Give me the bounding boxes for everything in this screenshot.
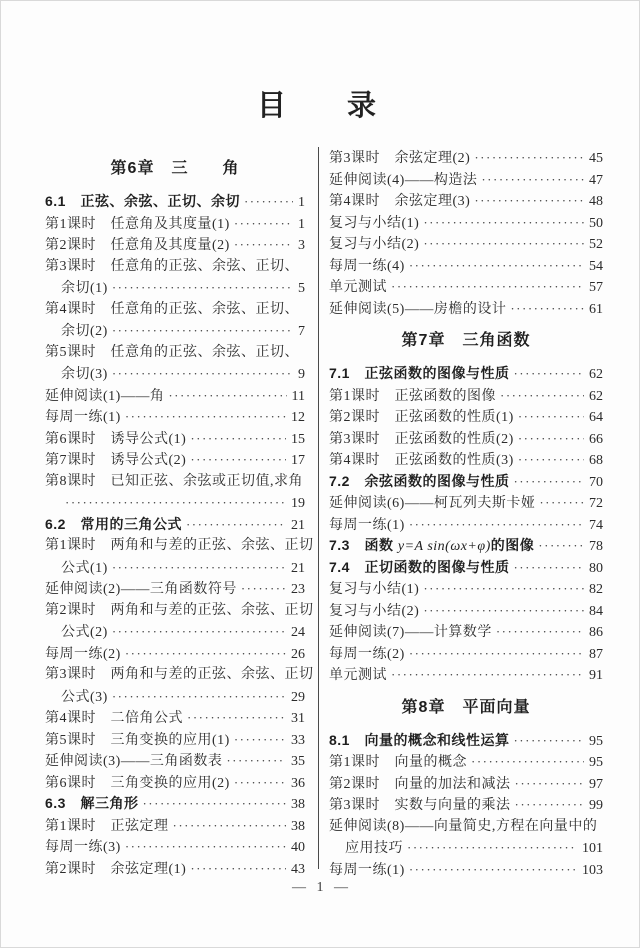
entry-text: 第2课时 余弦定理(1) [45, 861, 187, 877]
math-expression: y=A sin(ωx+φ) [397, 539, 491, 554]
page-number: 68 [589, 453, 603, 468]
page-number: 57 [589, 280, 603, 295]
toc-entry [45, 578, 305, 600]
toc-entry [329, 859, 603, 881]
toc-entry [329, 276, 603, 298]
entry-continuation-text: 余切(2) [61, 324, 108, 339]
dot-leader [496, 621, 584, 643]
entry-text: 每周一练(3) [45, 840, 121, 855]
entry-text: 第3课时 余弦定理(2) [329, 151, 471, 166]
entry-text: 第8课时 已知正弦、余弦或正切值,求角 [45, 473, 303, 489]
page-number: 82 [589, 582, 603, 597]
entry-text: 延伸阅读(2)——三角函数符号 [45, 582, 237, 597]
dot-leader [538, 535, 584, 557]
toc-entry [329, 557, 603, 579]
toc-entry [45, 256, 305, 278]
page-number: 97 [589, 776, 603, 792]
dot-leader [518, 449, 584, 471]
toc-entry [329, 578, 603, 600]
page-number: 91 [589, 668, 603, 683]
chapter-heading: 第6章 三 角 [110, 160, 240, 177]
page-number: 43 [291, 861, 305, 877]
page-title: 目 录 [256, 90, 377, 122]
toc-entry [45, 449, 305, 471]
toc-entry-continuation [45, 686, 305, 708]
toc-column-right [329, 147, 603, 880]
page-number: 54 [589, 258, 603, 274]
entry-text: 第1课时 两角和与差的正弦、余弦、正切 [45, 538, 314, 553]
dot-leader [112, 621, 286, 643]
page-number: 61 [589, 301, 603, 317]
page-number: 26 [291, 646, 305, 662]
entry-continuation-text: 公式(1) [61, 560, 108, 576]
entry-text: 第1课时 正弦函数的图像 [329, 388, 496, 404]
dot-leader [515, 773, 585, 795]
dot-leader [513, 471, 584, 493]
toc-entry [329, 406, 603, 428]
entry-text: 第3课时 实数与向量的乘法 [329, 798, 511, 813]
entry-text: 延伸阅读(3)——三角函数表 [45, 754, 223, 769]
toc-columns [45, 147, 603, 880]
entry-text: 复习与小结(1) [329, 215, 420, 231]
chapter-heading: 第7章 三角函数 [401, 332, 531, 349]
toc-entry [329, 298, 603, 320]
toc-entry [45, 514, 305, 536]
toc-entry [329, 816, 603, 838]
entry-text: 每周一练(1) [329, 517, 405, 533]
dot-leader [513, 363, 584, 385]
entry-text: 8.1 向量的概念和线性运算 [329, 731, 510, 748]
column-divider [318, 147, 319, 869]
entry-continuation-text: 余切(3) [61, 367, 108, 382]
page-number: 48 [589, 194, 603, 209]
entry-text: 7.1 正弦函数的图像与性质 [329, 365, 510, 381]
page-number: 9 [298, 367, 305, 382]
page-number: 52 [589, 237, 603, 252]
toc-entry [45, 342, 305, 364]
entry-text: 6.1 正弦、余弦、正切、余切 [45, 193, 240, 209]
entry-text: 7.3 函数 y=A sin(ωx+φ)的图像 [329, 537, 535, 554]
page-number: 19 [291, 496, 305, 511]
page-number: 31 [291, 711, 305, 726]
toc-entry [329, 643, 603, 665]
page-number: 87 [589, 646, 603, 662]
page-number: 50 [589, 215, 603, 231]
dot-leader [190, 428, 286, 450]
entry-text: 延伸阅读(8)——向量简史,方程在向量中的 [329, 818, 598, 834]
page-number: 62 [589, 388, 603, 404]
entry-text: 延伸阅读(4)——构造法 [329, 172, 478, 188]
dot-leader [409, 514, 584, 536]
toc-entry [329, 363, 603, 385]
dot-leader [234, 772, 286, 794]
page-number: 11 [291, 388, 305, 404]
toc-entry [45, 772, 305, 794]
toc-entry [329, 773, 603, 795]
entry-text: 第4课时 余弦定理(3) [329, 194, 471, 209]
toc-entry [329, 428, 603, 450]
toc-entry [45, 385, 305, 407]
toc-entry [45, 815, 305, 837]
page-number: 45 [589, 151, 603, 166]
toc-entry [329, 169, 603, 191]
dot-leader [112, 320, 293, 342]
page-number: 21 [291, 560, 305, 576]
toc-entry [329, 492, 603, 514]
dot-leader [474, 190, 584, 212]
entry-continuation-text: 余切(1) [61, 281, 108, 296]
entry-continuation-text: 应用技巧 [345, 841, 403, 856]
dot-leader [391, 664, 584, 686]
page-number: 66 [589, 431, 603, 447]
toc-entry [45, 299, 305, 321]
dot-leader [244, 191, 293, 213]
toc-entry [329, 255, 603, 277]
page-number: 72 [589, 496, 603, 511]
dot-leader [112, 363, 293, 385]
dot-leader [65, 492, 286, 514]
dot-leader [125, 643, 286, 665]
entry-text: 第2课时 两角和与差的正弦、余弦、正切 [45, 602, 314, 618]
page-number: 17 [291, 453, 305, 468]
page-number: 38 [291, 818, 305, 834]
entry-text: 延伸阅读(6)——柯瓦列夫斯卡娅 [329, 496, 536, 511]
dot-leader [241, 578, 286, 600]
chapter-heading: 第8章 平面向量 [401, 698, 531, 716]
toc-entry [329, 233, 603, 255]
dot-leader [515, 794, 585, 816]
dot-leader [409, 643, 584, 665]
entry-text: 7.2 余弦函数的图像与性质 [329, 472, 510, 489]
page-number: 62 [589, 367, 603, 382]
dot-leader [409, 255, 584, 277]
dot-leader [471, 751, 584, 773]
page-number: 99 [589, 798, 603, 813]
entry-text: 每周一练(2) [329, 646, 405, 662]
page-number: 36 [291, 775, 305, 791]
page-number: 35 [291, 754, 305, 769]
entry-text: 第5课时 三角变换的应用(1) [45, 732, 230, 748]
toc-entry [45, 234, 305, 256]
entry-text: 复习与小结(2) [329, 603, 420, 619]
page-number: 86 [589, 625, 603, 640]
page-number: 101 [582, 841, 603, 856]
toc-entry [45, 213, 305, 235]
toc-entry [45, 191, 305, 213]
page-number: 80 [589, 560, 603, 576]
toc-entry [329, 385, 603, 407]
entry-text: 每周一练(1) [329, 862, 405, 878]
entry-text: 第1课时 向量的概念 [329, 755, 467, 770]
toc-entry [45, 406, 305, 428]
dot-leader [500, 385, 584, 407]
dot-leader [409, 859, 577, 881]
dot-leader [173, 815, 287, 837]
page-number: 103 [582, 862, 603, 878]
toc-entry-continuation [45, 492, 305, 514]
toc-entry [45, 858, 305, 880]
entry-text: 第1课时 任意角及其度量(1) [45, 216, 230, 232]
page-number: 1 [298, 216, 305, 232]
dot-leader [474, 147, 584, 169]
page-number: 70 [589, 474, 603, 490]
dot-leader [423, 600, 584, 622]
dot-leader [518, 406, 584, 428]
page-number: 84 [589, 603, 603, 619]
dot-leader [423, 578, 584, 600]
page-number: 64 [589, 410, 603, 425]
dot-leader [539, 492, 584, 514]
entry-text: 延伸阅读(7)——计算数学 [329, 625, 492, 640]
entry-text: 复习与小结(2) [329, 237, 420, 252]
toc-entry-continuation [329, 837, 603, 859]
toc-entry-continuation [45, 320, 305, 342]
toc-entry [329, 600, 603, 622]
dot-leader [234, 729, 286, 751]
entry-text: 第3课时 任意角的正弦、余弦、正切、 [45, 258, 299, 274]
toc-entry [329, 147, 603, 169]
dot-leader [481, 169, 584, 191]
dot-leader [190, 449, 286, 471]
toc-entry [45, 535, 314, 557]
page-number: 24 [291, 625, 305, 640]
page-number: 23 [291, 582, 305, 597]
toc-entry [45, 471, 305, 493]
entry-text: 7.4 正切函数的图像与性质 [329, 558, 510, 575]
dot-leader [234, 213, 293, 235]
entry-text: 第2课时 向量的加法和减法 [329, 776, 511, 792]
entry-text: 6.3 解三角形 [45, 795, 139, 811]
page-number: 74 [589, 517, 603, 533]
entry-text: 第2课时 任意角及其度量(2) [45, 238, 230, 253]
dot-leader [112, 557, 286, 579]
dot-leader [513, 557, 584, 579]
entry-text: 第3课时 两角和与差的正弦、余弦、正切 [45, 667, 314, 682]
toc-column-left [45, 147, 314, 880]
dot-leader [510, 298, 584, 320]
entry-text: 每周一练(4) [329, 258, 405, 274]
entry-text: 每周一练(1) [45, 410, 121, 425]
page-number-footer: — 1 — [292, 880, 348, 895]
toc-entry [329, 471, 603, 493]
entry-text: 第7课时 诱导公式(2) [45, 453, 187, 468]
entry-text: 复习与小结(1) [329, 582, 420, 597]
toc-entry [45, 707, 305, 729]
dot-leader [423, 233, 584, 255]
toc-entry [329, 621, 603, 643]
toc-entry [45, 428, 305, 450]
page-number: 21 [291, 517, 305, 533]
toc-entry [45, 729, 305, 751]
entry-text: 第4课时 正弦函数的性质(3) [329, 453, 514, 468]
entry-text: 每周一练(2) [45, 646, 121, 662]
entry-text: 延伸阅读(1)——角 [45, 388, 165, 404]
toc-entry [45, 836, 305, 858]
toc-entry [329, 190, 603, 212]
page-number: 38 [291, 797, 305, 812]
dot-leader [142, 793, 286, 815]
entry-continuation-text: 公式(2) [61, 625, 108, 640]
entry-text: 第6课时 三角变换的应用(2) [45, 775, 230, 791]
dot-leader [190, 858, 286, 880]
dot-leader [168, 385, 286, 407]
entry-text: 第5课时 任意角的正弦、余弦、正切、 [45, 344, 299, 360]
toc-entry-continuation [45, 277, 305, 299]
page-number: 7 [298, 324, 305, 339]
toc-entry [329, 751, 603, 773]
toc-entry [45, 750, 305, 772]
page-number: 40 [291, 840, 305, 855]
page-number: 29 [291, 689, 305, 705]
dot-leader [518, 428, 584, 450]
page-number: 33 [291, 732, 305, 748]
dot-leader [125, 406, 286, 428]
entry-text: 第4课时 二倍角公式 [45, 711, 183, 726]
dot-leader [186, 514, 286, 536]
page-number: 3 [298, 238, 305, 253]
dot-leader [513, 730, 584, 752]
entry-text: 第1课时 正弦定理 [45, 818, 169, 834]
toc-entry [45, 643, 305, 665]
dot-leader [423, 212, 584, 234]
entry-text: 第3课时 正弦函数的性质(2) [329, 431, 514, 447]
toc-entry [329, 514, 603, 536]
toc-entry-continuation [45, 557, 305, 579]
page-number: 15 [291, 431, 305, 447]
toc-entry [329, 449, 603, 471]
toc-entry [45, 600, 314, 622]
entry-text: 第4课时 任意角的正弦、余弦、正切、 [45, 301, 299, 317]
entry-text: 延伸阅读(5)——房檐的设计 [329, 301, 507, 317]
dot-leader [234, 234, 293, 256]
dot-leader [226, 750, 286, 772]
dot-leader [112, 277, 293, 299]
toc-entry [329, 212, 603, 234]
toc-entry [45, 664, 314, 686]
toc-entry [45, 793, 305, 815]
dot-leader [125, 836, 286, 858]
page-number: 1 [298, 195, 305, 210]
page-number: 5 [298, 281, 305, 296]
dot-leader [187, 707, 286, 729]
page-number: 47 [589, 172, 603, 188]
entry-text: 第6课时 诱导公式(1) [45, 431, 187, 447]
dot-leader [407, 837, 577, 859]
page-number: 12 [291, 410, 305, 425]
page-number: 78 [589, 539, 603, 554]
toc-entry-continuation [45, 363, 305, 385]
entry-text: 单元测试 [329, 668, 387, 683]
entry-text: 6.2 常用的三角公式 [45, 515, 182, 532]
entry-text: 第2课时 正弦函数的性质(1) [329, 410, 514, 425]
page-number: 95 [589, 733, 603, 749]
entry-text: 单元测试 [329, 280, 387, 295]
dot-leader [112, 686, 286, 708]
toc-entry [329, 794, 603, 816]
page-number: 95 [589, 755, 603, 770]
toc-entry [329, 535, 603, 557]
dot-leader [391, 276, 584, 298]
toc-entry [329, 664, 603, 686]
entry-continuation-text: 公式(3) [61, 689, 108, 705]
toc-entry-continuation [45, 621, 305, 643]
toc-entry [329, 730, 603, 752]
